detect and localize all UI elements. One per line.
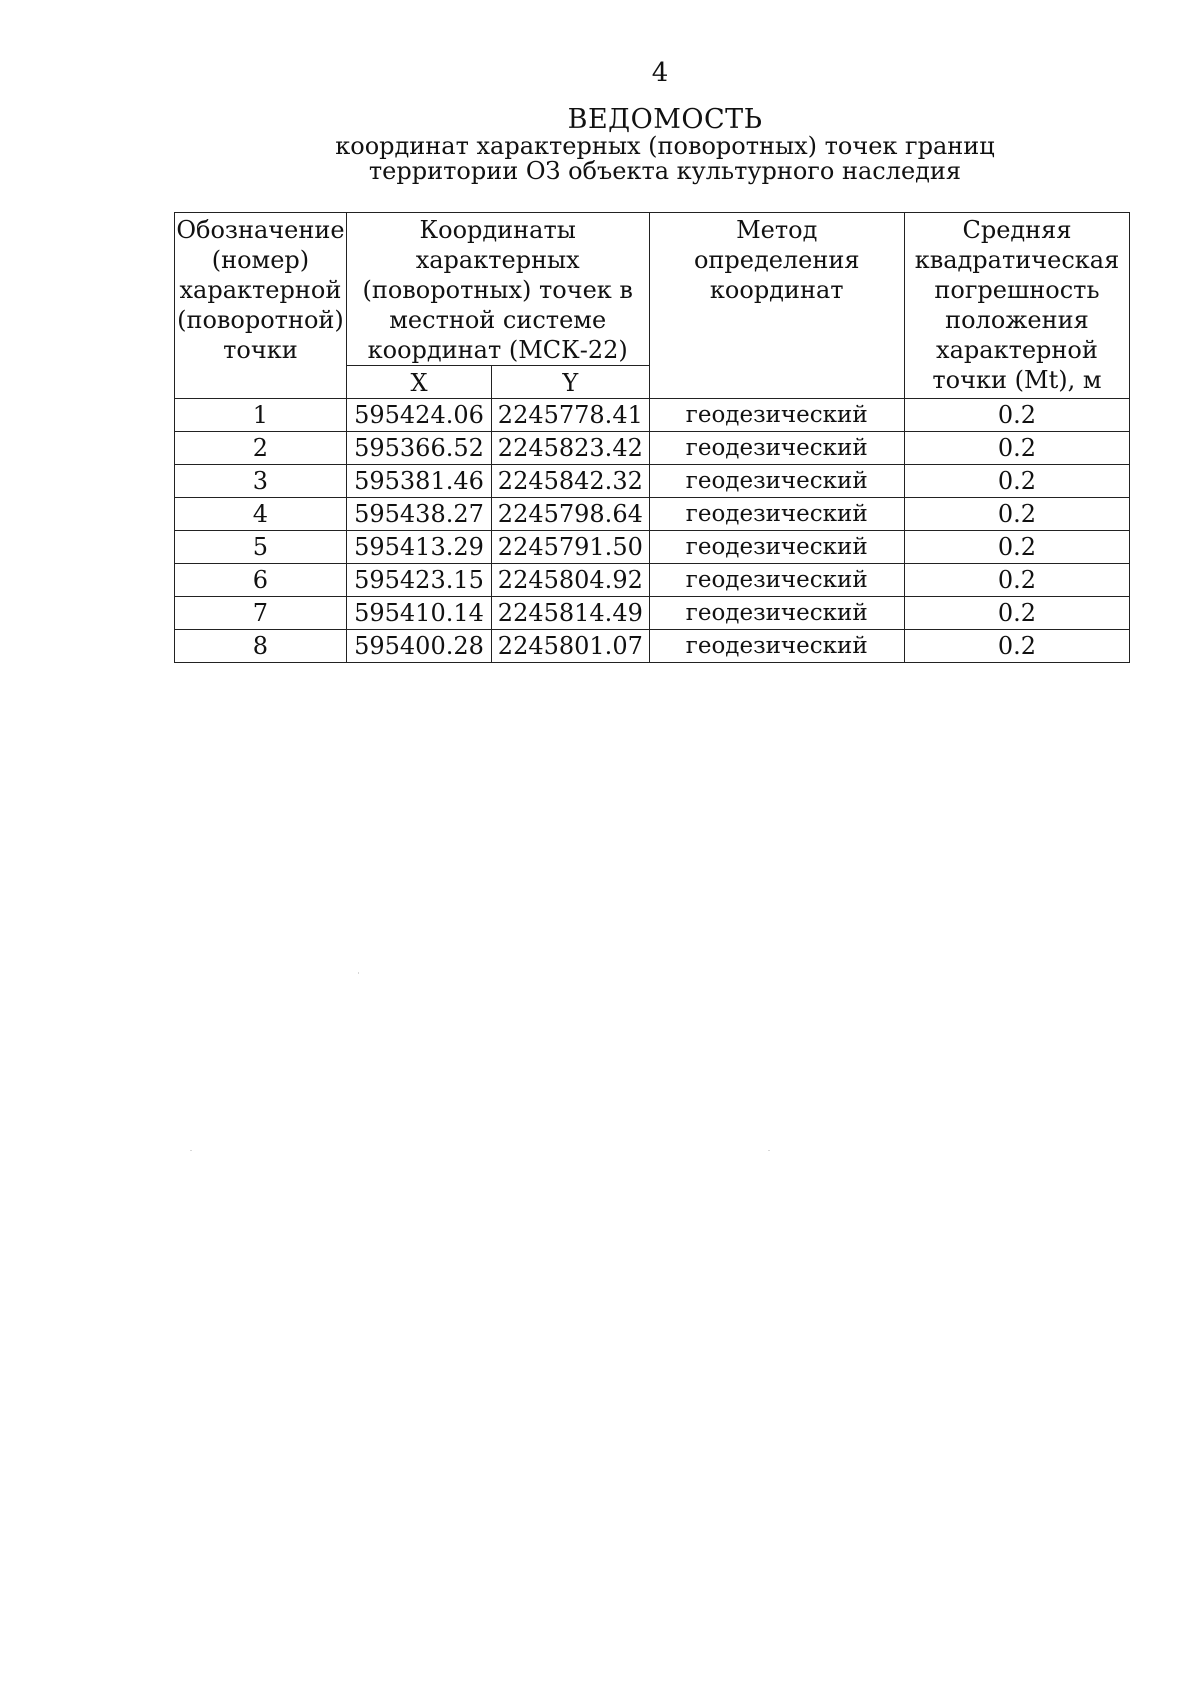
header-method-line: координат xyxy=(709,276,844,304)
header-coordinates-line: (поворотных) точек в xyxy=(362,276,633,304)
cell-point: 5 xyxy=(175,531,347,564)
header-error-line: точки (Mt), м xyxy=(932,366,1102,394)
header-point-line: (номер) xyxy=(211,246,310,274)
cell-error: 0.2 xyxy=(904,498,1129,531)
scan-artifact xyxy=(190,1150,192,1151)
cell-x: 595424.06 xyxy=(346,399,491,432)
header-point-line: точки xyxy=(223,336,298,364)
cell-x: 595423.15 xyxy=(346,564,491,597)
cell-method: геодезический xyxy=(649,498,904,531)
cell-error: 0.2 xyxy=(904,564,1129,597)
table-row xyxy=(175,399,1130,432)
cell-point: 3 xyxy=(175,465,347,498)
cell-point: 2 xyxy=(175,432,347,465)
header-coordinates-line: характерных xyxy=(415,246,580,274)
header-error-line: погрешность xyxy=(934,276,1100,304)
table-row xyxy=(175,597,1130,630)
header-error xyxy=(904,213,1129,399)
cell-point: 4 xyxy=(175,498,347,531)
cell-y: 2245801.07 xyxy=(492,630,649,663)
cell-x: 595400.28 xyxy=(346,630,491,663)
cell-x: 595413.29 xyxy=(346,531,491,564)
table-row xyxy=(175,564,1130,597)
table-row xyxy=(175,531,1130,564)
cell-method: геодезический xyxy=(649,630,904,663)
table-row xyxy=(175,498,1130,531)
header-error-line: квадратическая xyxy=(914,246,1120,274)
table-row xyxy=(175,465,1130,498)
header-coordinates-line: Координаты xyxy=(419,216,576,244)
cell-error: 0.2 xyxy=(904,432,1129,465)
cell-x: 595366.52 xyxy=(346,432,491,465)
cell-x: 595381.46 xyxy=(346,465,491,498)
header-y: Y xyxy=(492,366,649,399)
header-error-line: положения xyxy=(945,306,1089,334)
coordinates-table xyxy=(174,212,1130,663)
cell-x: 595410.14 xyxy=(346,597,491,630)
cell-error: 0.2 xyxy=(904,465,1129,498)
header-x: X xyxy=(346,366,491,399)
header-method-line: Метод определения xyxy=(693,216,860,274)
header-point xyxy=(175,213,347,399)
header-coordinates-line: координат (МСК-22) xyxy=(367,336,628,364)
page-number: 4 xyxy=(651,58,669,88)
header-method xyxy=(649,213,904,399)
header-point-line: характерной xyxy=(179,276,342,304)
cell-method: геодезический xyxy=(649,432,904,465)
cell-y: 2245778.41 xyxy=(492,399,649,432)
cell-y: 2245814.49 xyxy=(492,597,649,630)
cell-method: геодезический xyxy=(649,531,904,564)
cell-method: геодезический xyxy=(649,564,904,597)
document-title: ВЕДОМОСТЬ xyxy=(567,104,763,135)
cell-x: 595438.27 xyxy=(346,498,491,531)
cell-y: 2245842.32 xyxy=(492,465,649,498)
header-error-line: Средняя xyxy=(962,216,1072,244)
cell-point: 7 xyxy=(175,597,347,630)
cell-method: геодезический xyxy=(649,465,904,498)
document-subtitle-line-2: территории ОЗ объекта культурного наследия xyxy=(368,157,962,185)
table-row xyxy=(175,432,1130,465)
cell-point: 6 xyxy=(175,564,347,597)
cell-error: 0.2 xyxy=(904,531,1129,564)
document-subtitle-line-1: координат характерных (поворотных) точек границ xyxy=(335,132,995,160)
cell-y: 2245798.64 xyxy=(492,498,649,531)
header-point-line: (поворотной) xyxy=(177,306,344,334)
header-coordinates xyxy=(346,213,649,366)
table-row xyxy=(175,630,1130,663)
cell-point: 1 xyxy=(175,399,347,432)
cell-y: 2245823.42 xyxy=(492,432,649,465)
cell-method: геодезический xyxy=(649,597,904,630)
cell-error: 0.2 xyxy=(904,597,1129,630)
scan-artifact xyxy=(358,972,359,974)
header-point-line: Обозначение xyxy=(176,216,345,244)
cell-y: 2245791.50 xyxy=(492,531,649,564)
cell-error: 0.2 xyxy=(904,399,1129,432)
table-body xyxy=(175,399,1130,663)
table-header-row xyxy=(175,213,1130,366)
header-error-line: характерной xyxy=(936,336,1098,364)
cell-error: 0.2 xyxy=(904,630,1129,663)
title-block xyxy=(0,106,1200,184)
scan-artifact xyxy=(768,1150,770,1151)
cell-method: геодезический xyxy=(649,399,904,432)
cell-y: 2245804.92 xyxy=(492,564,649,597)
cell-point: 8 xyxy=(175,630,347,663)
header-coordinates-line: местной системе xyxy=(389,306,607,334)
